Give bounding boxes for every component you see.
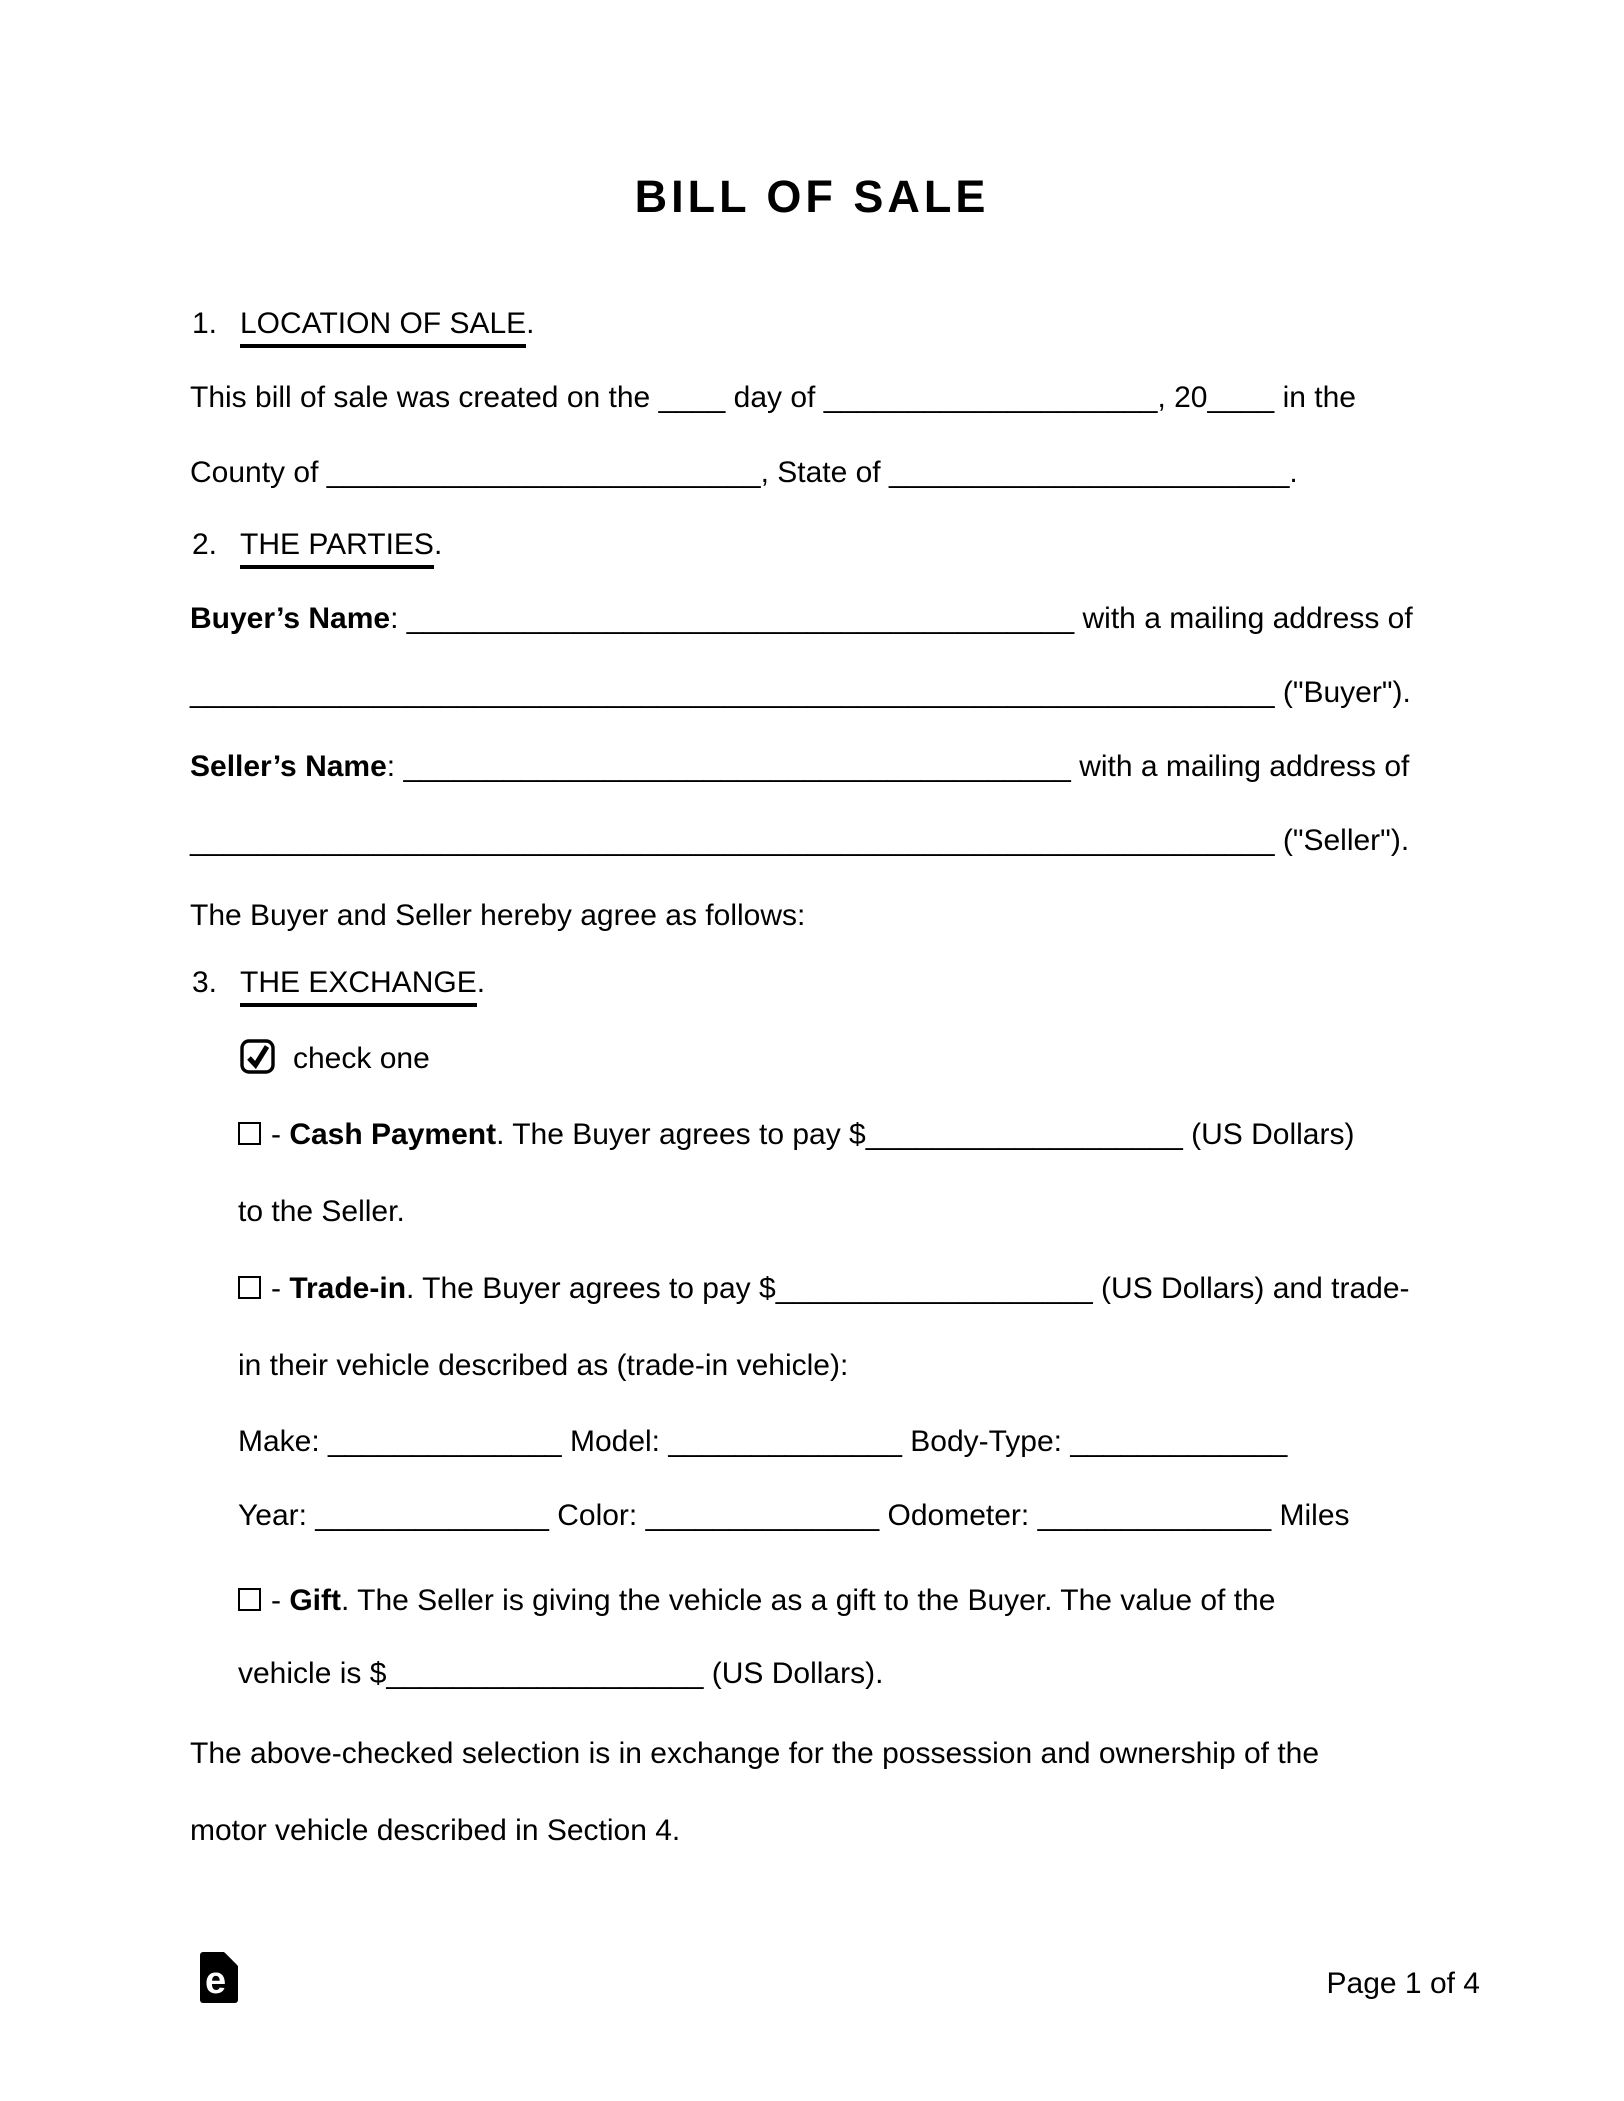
trade-in-checkbox[interactable] [238,1276,261,1299]
text-segment: (US Dollars) [1182,1118,1355,1151]
text-segment: This bill of sale was created on the [190,381,659,414]
logo-letter-e: e [205,1960,227,2002]
cash-payment-checkbox[interactable] [238,1122,261,1145]
blank-trade-amount[interactable]: ___________________ [775,1272,1093,1305]
buyer-name-label: Buyer’s Name [190,602,391,635]
section-heading-text: THE EXCHANGE [240,965,477,1007]
blank-make[interactable]: ______________ [328,1425,562,1458]
text-segment: in the [1274,381,1356,414]
blank-odometer[interactable]: ______________ [1037,1499,1272,1532]
seller-name-label: Seller’s Name [190,750,387,783]
location-line-1 [190,380,1356,416]
text-segment: vehicle is $ [238,1657,387,1690]
section-heading-period: . [433,528,443,561]
seller-address-line [190,823,1409,859]
location-line-2 [190,455,1298,491]
text-segment: day of [725,381,824,414]
blank-day[interactable]: ____ [658,381,726,414]
text-segment: (US Dollars) and trade- [1092,1272,1410,1305]
text-segment: . The Buyer agrees to pay $ [406,1272,776,1305]
text-segment: : [386,750,404,783]
seller-name-line [190,749,1409,785]
page-title: BILL OF SALE [634,171,990,222]
trade-in-label: Trade-in [289,1272,407,1305]
text-segment: , 20 [1157,381,1208,414]
blank-color[interactable]: ______________ [645,1499,880,1532]
cash-payment-label: Cash Payment [289,1118,497,1151]
blank-county[interactable]: __________________________ [326,456,761,489]
body-type-label: Body-Type: [901,1425,1071,1458]
section-heading-location [192,306,535,348]
checked-checkbox-icon [240,1039,275,1074]
model-label: Model: [561,1425,669,1458]
blank-state[interactable]: ________________________ [888,456,1290,489]
gift-checkbox[interactable] [238,1588,261,1611]
text-segment: (US Dollars). [703,1657,884,1690]
text-segment: . The Seller is giving the vehicle as a gift to the Buyer. The value of the [340,1584,1276,1617]
section-heading-text: LOCATION OF SALE [240,306,526,348]
blank-gift-amount[interactable]: ___________________ [386,1657,704,1690]
blank-cash-amount[interactable]: ___________________ [865,1118,1183,1151]
section-heading-period: . [476,966,486,999]
miles-label: Miles [1271,1499,1350,1532]
page-number: Page 1 of 4 [1326,1967,1480,2000]
cash-payment-continuation: to the Seller. [238,1195,405,1228]
section-heading-exchange [192,965,485,1007]
blank-month[interactable]: ____________________ [823,381,1158,414]
text-segment: : [390,602,407,635]
section-number: 3. [192,966,218,999]
buyer-address-line [190,675,1411,711]
closing-line-1: The above-checked selection is in exchange for the possession and ownership of the [190,1737,1320,1770]
check-one-label: check one [293,1042,430,1075]
vehicle-year-line [238,1498,1350,1534]
gift-label: Gift [289,1584,341,1617]
gift-line [238,1583,1275,1619]
blank-year-field[interactable]: ______________ [315,1499,549,1532]
check-one-row [240,1035,430,1077]
make-label: Make: [238,1425,329,1458]
section-number: 1. [192,307,218,340]
vehicle-make-line [238,1424,1287,1460]
trade-in-line [238,1271,1410,1307]
blank-year[interactable]: ____ [1207,381,1275,414]
year-label: Year: [238,1499,316,1532]
text-segment: - [271,1584,290,1617]
text-segment: ("Buyer"). [1274,676,1411,709]
blank-seller-address[interactable]: _________________________________________________________________ [190,824,1275,857]
section-heading-text: THE PARTIES [240,527,434,569]
cash-payment-line [238,1117,1354,1153]
text-segment: with a mailing address of [1070,750,1410,783]
color-label: Color: [548,1499,646,1532]
gift-continuation [238,1656,883,1692]
section-heading-parties [192,527,442,569]
text-segment: , State of [760,456,889,489]
text-segment: with a mailing address of [1074,602,1413,635]
blank-buyer-name[interactable]: ________________________________________ [406,602,1075,635]
agreement-intro-line: The Buyer and Seller hereby agree as follows: [190,899,806,932]
text-segment: County of [190,456,327,489]
text-segment: - [271,1272,290,1305]
text-segment: ("Seller"). [1274,824,1410,857]
blank-buyer-address[interactable]: _________________________________________________________________ [190,676,1275,709]
text-segment: - [271,1118,290,1151]
odometer-label: Odometer: [879,1499,1038,1532]
blank-model[interactable]: ______________ [668,1425,902,1458]
section-heading-period: . [526,307,535,340]
closing-line-2: motor vehicle described in Section 4. [190,1814,681,1847]
logo-fold-shade [225,1953,237,1965]
section-number: 2. [192,528,218,561]
buyer-name-line [190,601,1413,637]
blank-body-type[interactable]: _____________ [1070,1425,1288,1458]
eforms-logo [200,1952,238,2003]
text-segment: . [1289,456,1298,489]
text-segment: . The Buyer agrees to pay $ [496,1118,866,1151]
blank-seller-name[interactable]: ________________________________________ [403,750,1071,783]
trade-in-continuation: in their vehicle described as (trade-in vehicle): [238,1349,849,1382]
